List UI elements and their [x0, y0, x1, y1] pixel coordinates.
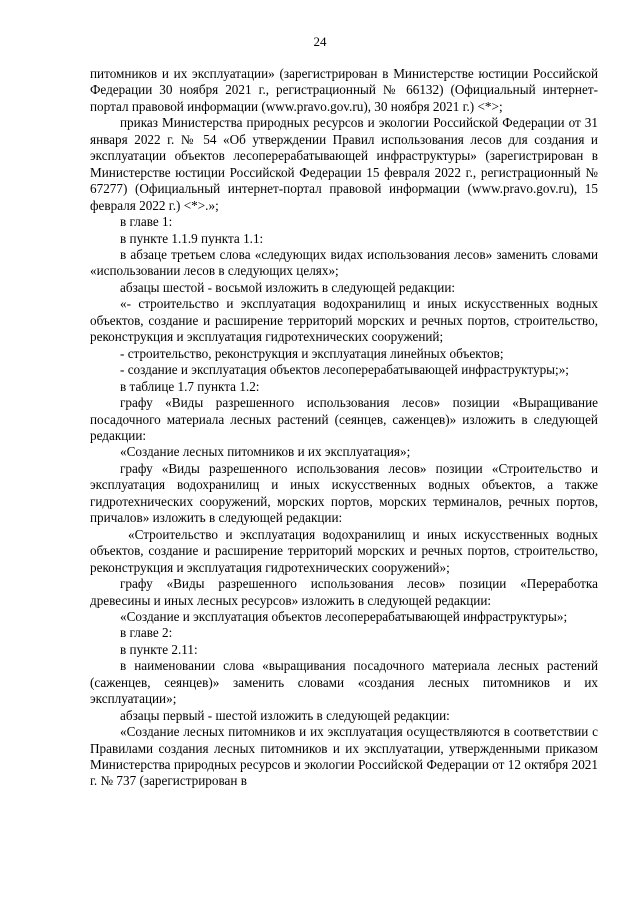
paragraph-nurseries-creation: «Создание лесных питомников и их эксплуатация осуществляются в соответствии с Правилами создания лесных питомников и их эксплуатации, утвержденными приказом Министерства природных ресурсов и экологии Российской Федерации от 12 октября 2021 г. № 737 (зарегистрирован в — [90, 724, 598, 789]
page-number: 24 — [313, 34, 327, 49]
paragraph-list-item-reservoirs: «- строительство и эксплуатация водохранилищ и иных искусственных водных объектов, создание и расширение территорий морских и речных портов, строительство, реконструкция и эксплуатация гидротехнических сооружений; — [90, 296, 598, 345]
paragraph-table-1-7: в таблице 1.7 пункта 1.2: — [120, 378, 260, 394]
paragraph-infrastructure-quote: «Создание и эксплуатация объектов лесоперерабатывающей инфраструктуры»; — [120, 608, 568, 624]
paragraph-column-reservoirs: графу «Виды разрешенного использования лесов» позиции «Строительство и эксплуатация водохранилищ и иных искусственных водных объектов, а также гидротехнических сооружений, морских портов, морских терминалов, речных портов, причалов» изложить в следующей редакции: — [90, 460, 598, 526]
paragraph-column-seedlings: графу «Виды разрешенного использования лесов» позиции «Выращивание посадочного материала лесных растений (сеянцев, саженцев)» изложить в следующей редакции: — [90, 395, 598, 443]
paragraph-continuation: питомников и их эксплуатации» (зарегистрирован в Министерстве юстиции Российской Федерации 30 ноября 2021 г., регистрационный № 66132) (Официальный интернет-портал правовой информации (www.pravo.gov.ru), 30 ноября 2021 г.) <*>; — [90, 66, 598, 114]
paragraph-chapter-2: в главе 2: — [120, 625, 173, 641]
paragraph-nurseries-quote: «Создание лесных питомников и их эксплуатация»; — [120, 444, 411, 460]
paragraph-title-replacement: в наименовании слова «выращивания посадочного материала лесных растений (саженцев, сеянцев)» заменить словами «создания лесных питомников и их эксплуатации»; — [90, 658, 598, 707]
paragraph-item-2-11: в пункте 2.11: — [120, 641, 198, 657]
paragraph-order-54: приказ Министерства природных ресурсов и экологии Российской Федерации от 31 января 2022 г. № 54 «Об утверждении Правил использования лесов для создания и эксплуатации объектов лесоперерабатывающей инфраструктуры» (зарегистрирован в Министерстве юстиции Российской Федерации 15 февраля 2022 г., регистрационный № 67277) (Официальный интернет-портал правовой информации (www.pravo.gov.ru), 15 февраля 2022 г.) <*>.»; — [90, 115, 598, 213]
paragraph-list-item-infrastructure: - создание и эксплуатация объектов лесоперерабатывающей инфраструктуры;»; — [120, 362, 569, 378]
paragraph-chapter-1: в главе 1: — [120, 214, 173, 230]
document-body — [90, 66, 598, 790]
paragraph-item-1-1-9: в пункте 1.1.9 пункта 1.1: — [120, 230, 264, 246]
paragraph-third-abstract: в абзаце третьем слова «следующих видах использования лесов» заменить словами «использовании лесов в следующих целях»; — [90, 246, 598, 279]
paragraph-list-item-linear: - строительство, реконструкция и эксплуатация линейных объектов; — [120, 345, 504, 361]
paragraph-abstracts-6-8: абзацы шестой - восьмой изложить в следующей редакции: — [120, 279, 456, 295]
paragraph-abstracts-1-6: абзацы первый - шестой изложить в следующей редакции: — [120, 707, 450, 723]
paragraph-column-processing: графу «Виды разрешенного использования лесов» позиции «Переработка древесины и иных лесных ресурсов» изложить в следующей редакции: — [90, 576, 598, 608]
paragraph-reservoirs-quote: «Строительство и эксплуатация водохранилищ и иных искусственных водных объектов, создание и расширение территорий морских и речных портов, строительство, реконструкция и эксплуатация гидротехнических сооружений»; — [90, 526, 598, 575]
